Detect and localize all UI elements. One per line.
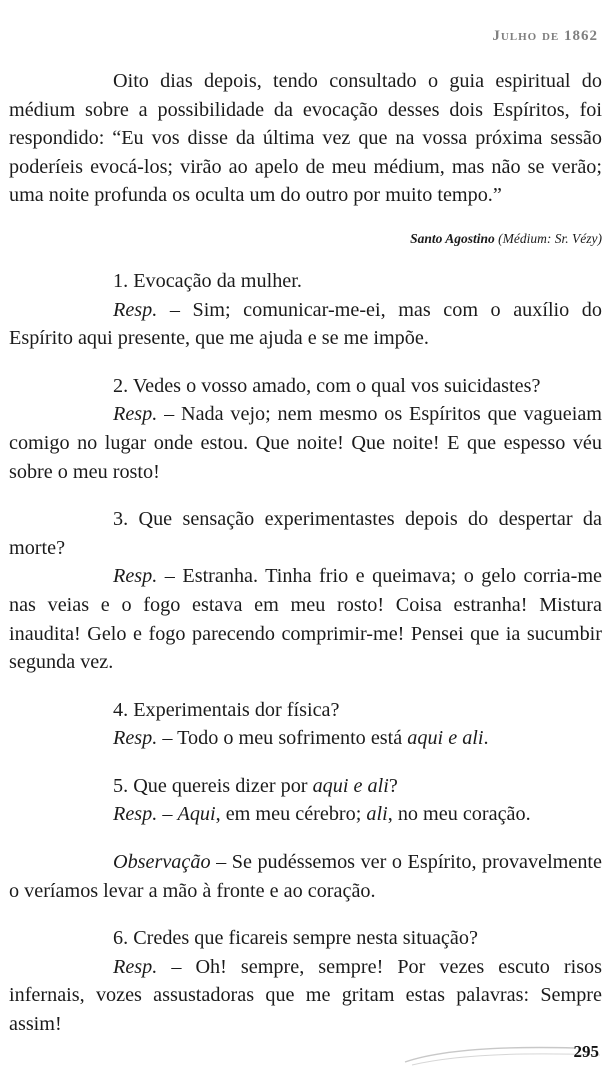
question-6: 6. Credes que ficareis sempre nesta situação? — [113, 927, 478, 950]
answer-2-text: Nada vejo; nem mesmo os Espíritos que vagueiam comigo no lugar onde estou. Que noite! Que noite! E que espesso véu sobre o meu rosto! — [9, 403, 602, 483]
answer-5-middle: , em meu cérebro; — [215, 803, 367, 826]
answer-6 — [9, 953, 602, 1039]
answer-3 — [9, 562, 602, 676]
question-5-end: ? — [388, 774, 398, 797]
signature-medium: (Médium: Sr. Vézy) — [498, 230, 602, 246]
running-header: Julho de 1862 — [492, 28, 598, 44]
dash: – — [157, 727, 178, 750]
answer-5 — [9, 800, 602, 829]
answer-4 — [9, 724, 602, 753]
question-3: 3. Que sensação experimentastes depois do despertar da morte? — [9, 508, 602, 559]
answer-3-text: Estranha. Tinha frio e queimava; o gelo corria-me nas veias e o fogo estava em meu rosto! Coisa estranha! Mistura inaudita! Gelo e fogo parecendo comprimir-me! Pensei que ia sucumbir segunda vez. — [9, 565, 602, 674]
dash: – — [157, 955, 196, 978]
signature-name: Santo Agostino — [410, 230, 495, 246]
answer-5-emphasis-1: Aqui — [177, 803, 216, 826]
dash: – — [210, 851, 232, 874]
resp-label: Resp. — [113, 565, 158, 588]
question-5-emphasis: aqui e ali — [312, 774, 389, 797]
answer-4-emphasis: aqui e ali — [407, 727, 484, 750]
intro-paragraph: Oito dias depois, tendo consultado o guia espiritual do médium sobre a possibilidade da evocação desses dois Espíritos, foi respondido: “Eu vos disse da última vez que na vossa próxima sessão poderíeis evocá-los; virão ao apelo de meu médium, mas não se verão; uma noite profunda os oculta um do outro por muito tempo.” — [9, 70, 602, 207]
answer-1-text: Sim; comunicar-me-ei, mas com o auxílio do Espírito aqui presente, que me ajuda e se me impõe. — [9, 298, 602, 350]
dash: – — [157, 403, 181, 426]
page-number: 295 — [573, 1042, 599, 1061]
observation-label: Observação — [113, 851, 211, 874]
question-1: 1. Evocação da mulher. — [113, 269, 302, 292]
answer-4-end: . — [483, 727, 489, 750]
answer-5-end: , no meu coração. — [387, 803, 531, 826]
resp-label: Resp. — [113, 403, 158, 426]
resp-label: Resp. — [113, 298, 158, 321]
resp-label: Resp. — [113, 727, 158, 750]
answer-6-text: Oh! sempre, sempre! Por vezes escuto risos infernais, vozes assustadoras que me gritam estas palavras: Sempre assim! — [9, 955, 603, 1036]
question-2: 2. Vedes o vosso amado, com o qual vos suicidastes? — [113, 374, 541, 397]
answer-5-emphasis-2: ali — [366, 803, 388, 826]
observation — [9, 848, 602, 905]
question-5 — [9, 772, 602, 801]
signature — [9, 230, 602, 248]
question-4: 4. Experimentais dor física? — [113, 698, 340, 721]
text-body — [9, 67, 602, 1039]
answer-2 — [9, 400, 602, 486]
answer-4-text: Todo o meu sofrimento está — [177, 727, 408, 750]
observation-text: Se pudéssemos ver o Espírito, provavelmente o veríamos levar a mão à fronte e ao coração. — [9, 851, 603, 902]
dash: – — [157, 565, 183, 588]
question-5-text: 5. Que quereis dizer por — [113, 774, 313, 797]
dash: – — [157, 298, 193, 321]
decorative-swoosh-icon — [0, 1028, 607, 1068]
resp-label: Resp. — [113, 955, 158, 978]
dash: – — [157, 803, 178, 826]
answer-1 — [9, 296, 602, 353]
resp-label: Resp. — [113, 803, 158, 826]
